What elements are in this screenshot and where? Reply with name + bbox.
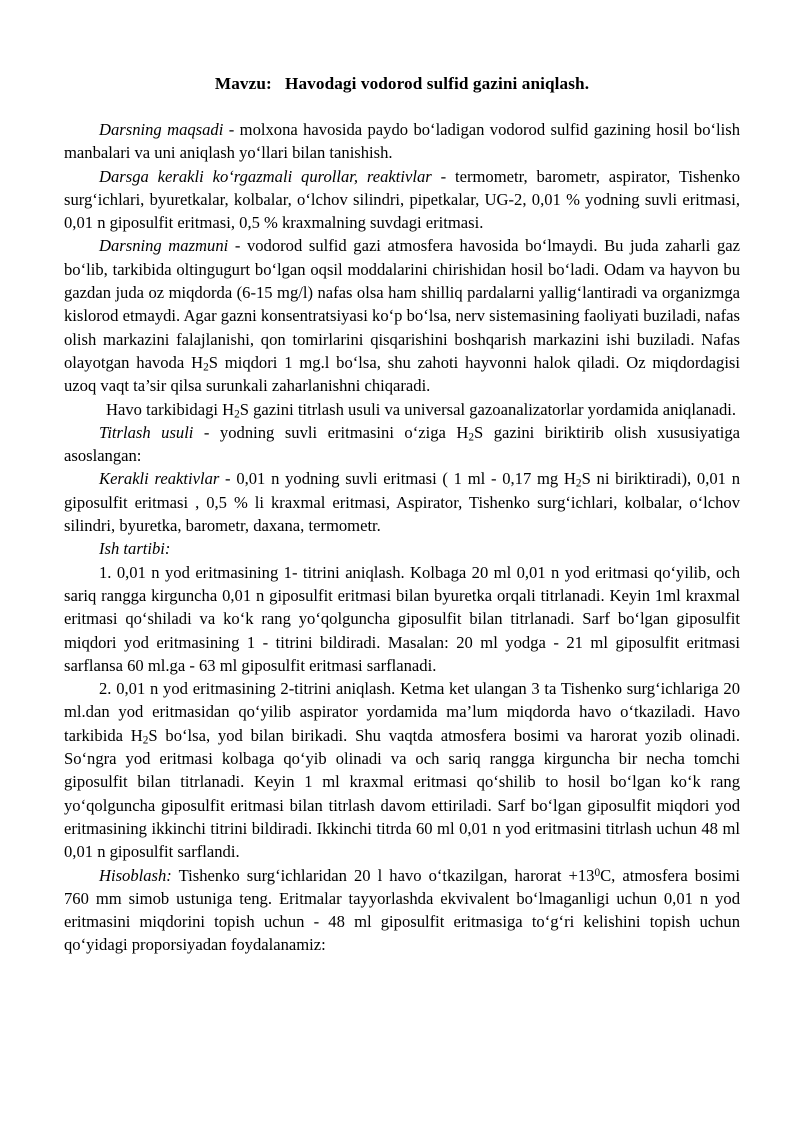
paragraph-gazoanalizator-text-2: gazini titrlash usuli va universal gazoanalizatorlar yordamida aniqlanadi. [248, 399, 737, 419]
document-body [64, 118, 740, 957]
paragraph-step-2-text-2: bo‘lsa, yod bilan birikadi. Shu vaqtda atmosfera bosimi va harorat yozib olinadi. So‘ngra yod eritmasi kolbaga qo‘yib olinadi va och sariq rangga kirguncha bir necha tomchi giposulfit bilan titrlanadi. Keyin 1 ml kraxmal eritmasi qo‘shilib to hosil bo‘lgan ko‘k rang yo‘qolguncha giposulfit eritmasi bilan titrlash davom ettiriladi. Sarf bo‘lgan giposulfit miqdori yod eritmasining ikkinchi titrini bildiradi. Ikkinchi titrda 60 ml 0,01 n yod eritmasini titrlash uchun 48 ml 0,01 n giposulfit sarflandi. [64, 725, 740, 862]
paragraph-mazmuni [64, 234, 740, 397]
paragraph-hisoblash-text-1: Tishenko surg‘ichlaridan 20 l havo o‘tkazilgan, harorat +13 [171, 865, 595, 885]
lead-label-titrlash-usuli: Titrlash usuli [99, 422, 194, 442]
h2s-subscript-3: 2 [468, 431, 475, 444]
h2s-tail-5: S [148, 725, 158, 745]
h2s-tail-4: S [581, 469, 591, 489]
lead-label-qurollar: Darsga kerakli ko‘rgazmali qurollar, reaktivlar [99, 166, 432, 186]
paragraph-ish-tartibi [64, 537, 740, 560]
h2s-subscript-4: 2 [575, 477, 582, 490]
paragraph-hisoblash-text-2: C, atmosfera bosimi 760 mm simob ustuniga teng. Eritmalar tayyorlashda ekvivalent bo‘lmaganligi uchun 0,01 n yod eritmasini miqdorini topish uchun - 48 ml giposulfit eritmasiga to‘g‘ri kelishini topish uchun qo‘yidagi proporsiyadan foydalanamiz: [64, 865, 740, 955]
paragraph-step-2-text-1: 2. 0,01 n yod eritmasining 2-titrini aniqlash. Ketma ket ulangan 3 ta Tishenko surg‘ichlariga 20 ml.dan yod eritmasidan qo‘yilib aspirator yordamida ma’lum miqdorda havo o‘tkaziladi. Havo tarkibida H [64, 679, 740, 745]
paragraph-kerakli-reaktivlar-text-2: ni biriktiradi), 0,01 n giposulfit eritmasi , 0,5 % li kraxmal eritmasi, Aspirator, Tishenko surg‘ichlari, kolbalar, o‘lchov silindri, byuretka, barometr, daxana, termometr. [64, 469, 741, 536]
title-text: Havodagi vodorod sulfid gazini aniqlash. [285, 74, 590, 93]
paragraph-titrlash-usuli-text-2: gazini biriktirib olish xususiyatiga asoslangan: [64, 422, 740, 466]
lead-label-maqsadi: Darsning maqsadi [99, 120, 224, 139]
lead-label-ish-tartibi: Ish tartibi: [99, 539, 171, 559]
paragraph-gazoanalizator [64, 398, 740, 421]
lead-label-kerakli-reaktivlar: Kerakli reaktivlar [99, 469, 220, 489]
paragraph-mazmuni-text-1: - vodorod sulfid gazi atmosfera havosida bo‘lmaydi. Bu juda zaharli gaz bo‘lib, tarkibida oltingugurt bo‘lgan oqsil moddalarini chirishidan hosil bo‘ladi. Odam va hayvon bu gazdan juda oz miqdorda (6-15 mg/l) nafas olsa ham shilliq pardalarni yallig‘lantiradi va organizmga kislorod etmaydi. Agar gazni konsentratsiyasi ko‘p bo‘lsa, nerv sistemasining faoliyati buziladi, nafas olish markazini falajlanishi, qon tomirlarini qisqarishini boshqarish markazini ishi buziladi. Nafas olayotgan havoda H [64, 236, 740, 372]
paragraph-kerakli-reaktivlar-text-1: - 0,01 n yodning suvli eritmasi ( 1 ml - 0,17 mg H [219, 469, 576, 489]
paragraph-gazoanalizator-text-1: Havo tarkibidagi H [106, 399, 235, 419]
paragraph-titrlash-usuli [64, 421, 740, 468]
h2s-tail-1: S [208, 352, 218, 372]
paragraph-qurollar [64, 165, 740, 235]
h2s-subscript-1: 2 [203, 361, 209, 374]
h2s-tail-3: S [474, 422, 484, 442]
paragraph-step-1-text: 1. 0,01 n yod eritmasining 1- titrini aniqlash. Kolbaga 20 ml 0,01 n yod eritmasi qo‘yilib, och sariq rangga kirguncha 0,01 n giposulfit eritmasi bilan byuretka orqali titrlanadi. Keyin 1ml kraxmal eritmasi qo‘shiladi va ko‘k rang yo‘qolguncha giposulfit bilan titrlanadi. Sarf bo‘lgan giposulfit miqdori yod eritmasining 1 - titrini bildiradi. Masalan: 20 ml yodga - 21 ml giposulfit eritmasi sarflansa 60 ml.ga - 63 ml giposulfit eritmasi sarflanadi. [64, 562, 740, 675]
paragraph-maqsadi [64, 118, 740, 165]
h2s-tail-2: S [239, 399, 249, 419]
title-label: Mavzu: [214, 74, 272, 93]
paragraph-mazmuni-text-2: miqdori 1 mg.l bo‘lsa, shu zahoti hayvonni halok qiladi. Oz miqdordagisi uzoq vaqt ta’sir qilsa surunkali zaharlanishni chiqaradi. [64, 352, 740, 396]
h2s-subscript-2: 2 [234, 408, 240, 421]
paragraph-maqsadi-text: - molxona havosida paydo bo‘ladigan vodorod sulfid gazining hosil bo‘lish manbalari va uni aniqlash yo‘llari bilan tanishish. [64, 120, 740, 163]
paragraph-hisoblash [64, 864, 740, 957]
lead-label-mazmuni: Darsning mazmuni [99, 236, 229, 256]
h2s-subscript-5: 2 [142, 734, 149, 747]
page-title [64, 72, 740, 95]
paragraph-titrlash-usuli-text-1: - yodning suvli eritmasini o‘ziga H [193, 422, 469, 442]
lead-label-hisoblash: Hisoblash: [99, 865, 172, 885]
paragraph-kerakli-reaktivlar [64, 467, 740, 537]
paragraph-step-1 [64, 561, 740, 677]
degree-superscript: 0 [594, 866, 601, 879]
paragraph-step-2 [64, 677, 740, 863]
paragraph-qurollar-text: - termometr, barometr, aspirator, Tishenko surg‘ichlari, byuretkalar, kolbalar, o‘lchov silindri, pipetkalar, UG-2, 0,01 % yodning suvli eritmasi, 0,01 n giposulfit eritmasi, 0,5 % kraxmalning suvdagi eritmasi. [64, 166, 740, 233]
